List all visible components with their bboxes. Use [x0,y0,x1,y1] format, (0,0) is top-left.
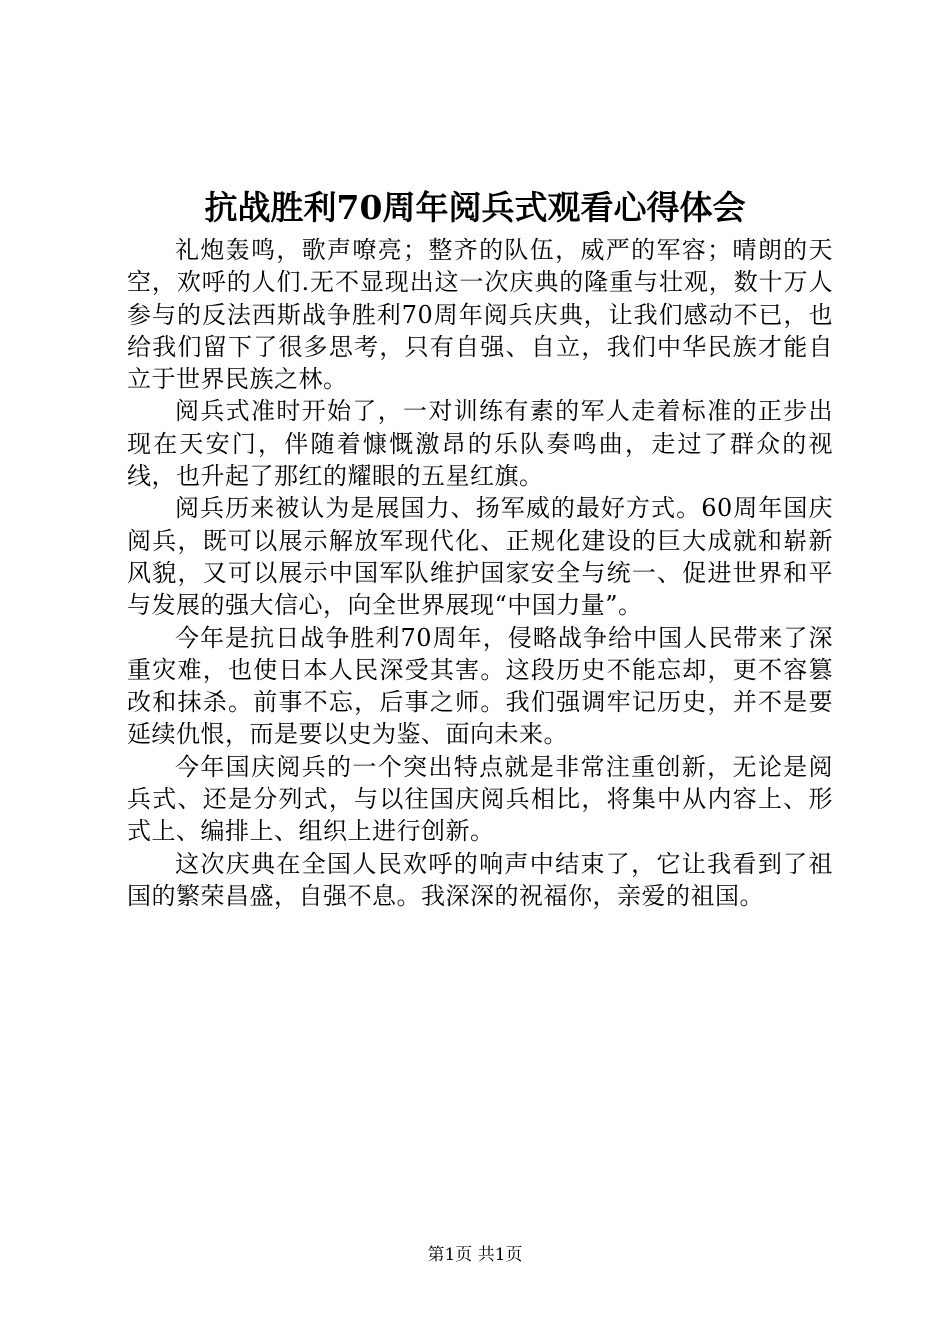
page-footer: 第1页 共1页 [427,1245,523,1265]
document-body [127,234,833,912]
paragraph: 阅兵历来被认为是展国力、扬军威的最好方式。60周年国庆阅兵，既可以展示解放军现代化、正规化建设的巨大成就和崭新风貌，又可以展示中国军队维护国家安全与统一、促进世界和平与发展的强大信心，向全世界展现“中国力量”。 [127,494,833,620]
paragraph: 礼炮轰鸣，歌声嘹亮；整齐的队伍，威严的军容；晴朗的天空，欢呼的人们.无不显现出这一次庆典的隆重与壮观，数十万人参与的反法西斯战争胜利70周年阅兵庆典，让我们感动不已，也给我们留下了很多思考，只有自强、自立，我们中华民族才能自立于世界民族之林。 [127,236,833,394]
paragraph: 这次庆典在全国人民欢呼的响声中结束了，它让我看到了祖国的繁荣昌盛，自强不息。我深深的祝福你，亲爱的祖国。 [127,849,833,910]
document-title: 抗战胜利70周年阅兵式观看心得体会 [204,188,746,227]
paragraph: 今年国庆阅兵的一个突出特点就是非常注重创新，无论是阅兵式、还是分列式，与以往国庆阅兵相比，将集中从内容上、形式上、编排上、组织上进行创新。 [127,752,833,846]
paragraph: 今年是抗日战争胜利70周年，侵略战争给中国人民带来了深重灾难，也使日本人民深受其害。这段历史不能忘却，更不容篡改和抹杀。前事不忘，后事之师。我们强调牢记历史，并不是要延续仇恨，而是要以史为鉴、面向未来。 [127,623,833,749]
paragraph: 阅兵式准时开始了，一对训练有素的军人走着标准的正步出现在天安门，伴随着慷慨激昂的乐队奏鸣曲，走过了群众的视线，也升起了那红的耀眼的五星红旗。 [127,397,833,491]
